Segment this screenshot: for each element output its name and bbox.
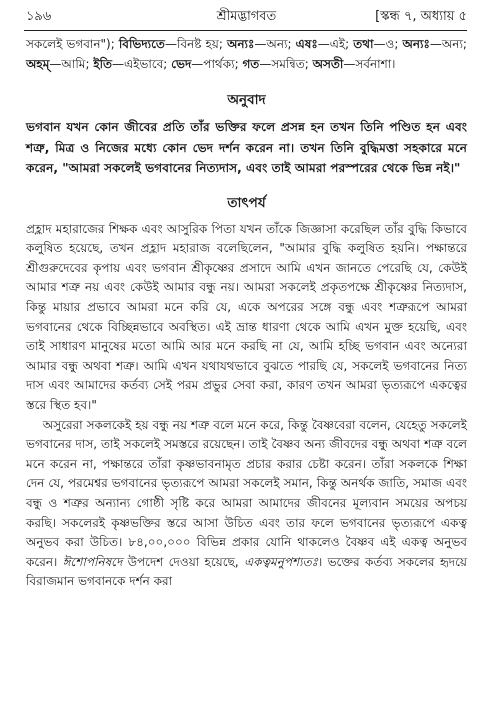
synonym-meaning: এই; [329, 37, 354, 51]
synonym-term: এষঃ [295, 37, 318, 51]
synonym-meaning: অন্য; [441, 37, 467, 51]
synonym-term: অন্যঃ [226, 37, 255, 51]
synonym-meaning: বিনষ্ট হয়; [176, 37, 227, 51]
synonym-term: অন্যঃ [402, 37, 430, 51]
sanskrit-quote: একত্বমনুপশ্যতঃ [243, 554, 318, 569]
translation-text: ভগবান যখন কোন জীবের প্রতি তাঁর ভক্তির ফলে প্রসন্ন হন তখন তিনি পণ্ডিত হন এবং শত্রু, মিত্র ও নিজের মধ্যে কোন ভেদ দর্শন করেন না। তখন তিনি বুদ্ধিমত্তা সহকারে মনে করেন, "আমরা সকলেই ভগবানের নিত্যদাস, এবং তাই আমরা পরস্পরের থেকে ভিন্ন নই।" [26, 120, 467, 176]
synonym-term: তথা [353, 37, 374, 51]
page-header [26, 6, 467, 28]
synonym-term: অহম্ [26, 56, 50, 71]
purport-text: অসুরেরা সকলকেই হয় বন্ধু নয় শত্রু বলে মনে করে, কিন্তু বৈষ্ণবেরা বলেন, যেহেতু সকলেই ভগবানের দাস, তাই সকলেই সমস্তরে রয়েছেন। তাই বৈষ্ণব অন্য জীবদের বন্ধু অথবা শত্রু বলে মনে করেন না, পক্ষান্তরে তাঁরা কৃষ্ণভাবনামৃত প্রচার করার চেষ্টা করেন। তাঁরা সকলকে শিক্ষা দেন যে, পরমেশ্বর ভগবানের ভৃত্যরূপে আমরা সকলেই সমান, কিন্তু অনর্থক জাতি, সমাজ এবং বন্ধু ও শত্রুর অন্যান্য গোষ্ঠী সৃষ্টি করে আমরা আমাদের জীবনের মূল্যবান সময়ের অপচয় করছি। সকলেরই কৃষ্ণভক্তির স্তরে আসা উচিত এবং তার ফলে ভগবানের ভৃত্যরূপে একত্ব অনুভব করা উচিত। ৮৪,০০,০০০ বিভিন্ন প্রকার যোনি থাকলেও বৈষ্ণব এই একত্ব অনুভব করেন। [26, 417, 467, 569]
purport-paragraph-1: প্রহ্লাদ মহারাজের শিক্ষক এবং আসুরিক পিতা যখন তাঁকে জিজ্ঞাসা করেছিল তাঁর বুদ্ধি কিভাবে কলুষিত হয়েছে, তখন প্রহ্লাদ মহারাজ বলেছিলেন, "আমার বুদ্ধি কলুষিত হয়নি। পক্ষান্তরে শ্রীগুরুদেবের কৃপায় এবং ভগবান শ্রীকৃষ্ণের প্রসাদে আমি এখন জানতে পেরেছি যে, কেউই আমার শত্রু নয় এবং কেউই আমার বন্ধু নয়। আমরা সকলেই প্রকৃতপক্ষে শ্রীকৃষ্ণের নিত্যদাস, কিন্তু মায়ার প্রভাবে আমরা মনে করি যে, একে অপরের সঙ্গে বন্ধু এবং শত্রুরূপে আমরা ভগবানের থেকে বিচ্ছিন্নভাবে অবস্থিত। এই ভ্রান্ত ধারণা থেকে আমি এখন মুক্ত হয়েছি, এবং তাই সাধারণ মানুষের মতো আমি আর মনে করছি না যে, আমি হচ্ছি ভগবান এবং অন্যেরা আমার বন্ধু অথবা শত্রু। আমি এখন যথাযথভাবে বুঝতে পারছি যে, সকলেই ভগবানের নিত্য দাস এবং আমাদের কর্তব্য সেই পরম প্রভুর সেবা করা, কারণ তখন আমরা ভৃত্যরূপে একত্বের স্তরে স্থিত হব।" [26, 221, 467, 413]
synonym-term: অসতী [312, 56, 344, 71]
synonym-meaning: সর্বনাশা। [355, 56, 396, 71]
synonym-term: ইতি [93, 56, 113, 71]
purport-heading: তাৎপর্য [227, 194, 266, 211]
synonym-term: বিভিদ্যতে [118, 37, 165, 51]
synonym-term: ভেদ [171, 56, 192, 71]
purport-text: । ভক্তের কর্তব্য সকলের হৃদয়ে বিরাজমান ভগবানকে দর্শন করা [26, 554, 467, 589]
synonym-meaning: এইভাবে; [124, 56, 172, 71]
synonyms-lead: সকলেই ভগবান"); [26, 37, 119, 51]
synonym-meaning: ও; [385, 37, 403, 51]
scripture-name: ঈশোপনিষদে [62, 554, 123, 569]
synonym-meaning: সমন্বিত; [271, 56, 313, 71]
synonyms-block: সকলেই ভগবান"); বিভিদ্যতে—বিনষ্ট হয়; অন্যঃ—অন্য; এষঃ—এই; তথা—ও; অন্যঃ—অন্য; অহম্—আমি; ইতি—এইভাবে; ভেদ—পার্থক্য; গত—সমন্বিত; অসতী—সর্বনাশা। [26, 37, 467, 71]
synonym-term: গত [242, 56, 260, 71]
page-number: ১৯৬ [26, 9, 52, 24]
page-body [26, 35, 467, 592]
translation-heading: অনুবাদ [227, 92, 266, 109]
canto-chapter-ref: [স্কন্ধ ৭, অধ্যায় ৫ [375, 9, 467, 24]
purport-text: উপদেশ দেওয়া হয়েছে, [122, 554, 244, 569]
purport-paragraph-2 [26, 416, 467, 592]
header-rule [24, 30, 467, 31]
synonym-meaning: পার্থক্য; [203, 56, 243, 71]
synonym-meaning: আমি; [61, 56, 94, 71]
book-title: শ্রীমদ্ভাগবত [216, 9, 277, 24]
synonym-meaning: অন্য; [266, 37, 296, 51]
